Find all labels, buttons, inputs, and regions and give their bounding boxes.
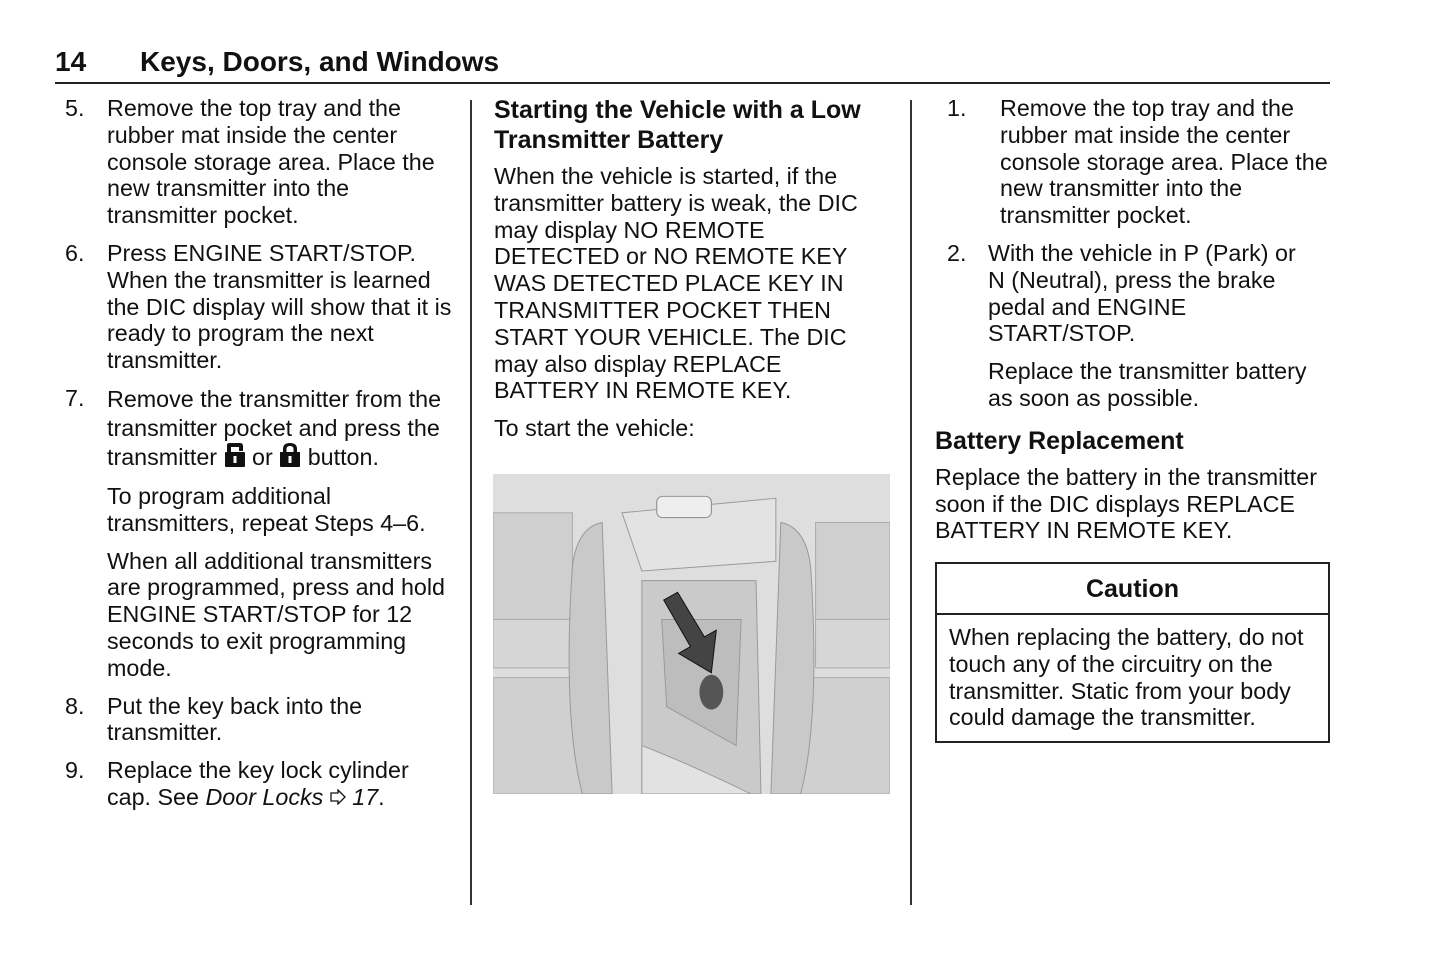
step-5 (65, 95, 455, 229)
section-heading: Starting the Vehicle with a Low Transmitter Battery (494, 96, 861, 154)
step-text-part: Remove the transmitter from the transmitter pocket and press the transmitter (107, 385, 442, 470)
step-6 (65, 240, 455, 374)
page-ref[interactable]: 17 (352, 783, 379, 810)
step-8 (65, 693, 455, 747)
step-text: Remove the top tray and the rubber mat inside the center console storage area. Place the new transmitter into the transmitter pocket. (107, 95, 435, 229)
step-text (107, 385, 455, 472)
step-text-part: or (252, 443, 273, 470)
lock-icon (279, 443, 301, 467)
step-note: Replace the transmitter battery as soon as possible. (988, 358, 1307, 411)
column-divider (470, 100, 472, 905)
section-heading: Battery Replacement (935, 426, 1184, 455)
step-text: Press ENGINE START/STOP. When the transmitter is learned the DIC display will show that it is ready to program the next transmitter. (107, 239, 452, 374)
step-number: 6. (65, 239, 85, 266)
step-number: 2. (947, 239, 967, 266)
caution-text: When replacing the battery, do not touch any of the circuitry on the transmitter. Static from your body could damage the transmitter. (949, 623, 1304, 731)
step-number: 7. (65, 384, 85, 411)
step-number: 9. (65, 757, 85, 784)
step-number: 8. (65, 692, 85, 719)
step-9 (65, 757, 455, 811)
door-locks-link[interactable]: Door Locks (205, 783, 324, 810)
center-console-illustration (493, 474, 890, 794)
middle-column (494, 95, 889, 453)
step-note: To program additional transmitters, repeat Steps 4–6. (107, 482, 426, 536)
header-rule (55, 82, 1330, 84)
page-ref-arrow-icon (330, 789, 346, 805)
page-number: 14 (55, 46, 87, 77)
step-7 (65, 385, 455, 682)
right-column (935, 95, 1330, 743)
step-text: Remove the top tray and the rubber mat inside the center console storage area. Place the new transmitter into the transmitter pocket. (1000, 95, 1328, 229)
step-text: Put the key back into the transmitter. (107, 692, 363, 746)
paragraph: When the vehicle is started, if the transmitter battery is weak, the DIC may display NO REMOTE DETECTED or NO REMOTE KEY WAS DETECTED PLACE KEY IN TRANSMITTER POCKET THEN START YOUR VEHICLE. The DIC may also display REPLACE BATTERY IN REMOTE KEY. (494, 163, 858, 404)
step-text: With the vehicle in P (Park) or N (Neutral), press the brake pedal and ENGINE START/STOP. (988, 239, 1296, 347)
column-divider (910, 100, 912, 905)
paragraph: To start the vehicle: (494, 415, 695, 442)
step-text-part: Replace the key lock cylinder cap. See (107, 757, 409, 810)
step-1 (947, 95, 1330, 229)
caution-box (935, 562, 1330, 743)
caution-title: Caution (937, 564, 1328, 615)
step-text-part: button. (307, 443, 379, 470)
step-note: When all additional transmitters are programmed, press and hold ENGINE START/STOP for 12 seconds to exit programming mode. (107, 547, 445, 681)
left-column (65, 95, 455, 822)
step-text-part: . (378, 783, 385, 810)
step-2 (947, 240, 1330, 412)
step-text (107, 757, 455, 811)
section-title: Keys, Doors, and Windows (140, 46, 500, 77)
step-number: 5. (65, 95, 85, 121)
unlock-icon (224, 443, 246, 467)
step-number: 1. (947, 95, 967, 121)
paragraph: Replace the battery in the transmitter soon if the DIC displays REPLACE BATTERY IN REMOTE KEY. (935, 463, 1317, 544)
